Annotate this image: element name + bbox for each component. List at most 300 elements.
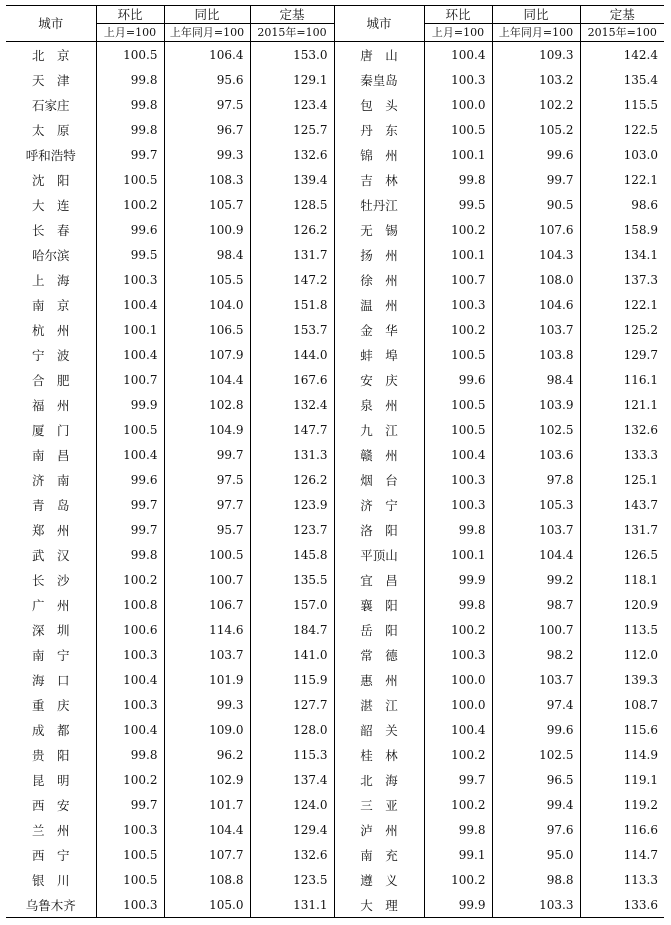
- cell-base-right: 120.9: [580, 592, 664, 617]
- cell-base-right: 112.0: [580, 642, 664, 667]
- cell-city-right: 泉 州: [334, 392, 424, 417]
- cell-yoy-left: 107.7: [164, 842, 250, 867]
- cell-mom-left: 100.5: [96, 867, 164, 892]
- table-row: [6, 492, 664, 517]
- cell-base-right: 98.6: [580, 192, 664, 217]
- table-row: [6, 142, 664, 167]
- cell-mom-right: 99.7: [424, 767, 492, 792]
- cell-base-left: 115.9: [250, 667, 334, 692]
- cell-mom-left: 99.8: [96, 67, 164, 92]
- cell-city-left: 兰 州: [31, 822, 70, 838]
- cell-yoy-left: 97.5: [164, 467, 250, 492]
- cell-city-right: 济 宁: [334, 492, 424, 517]
- cell-base-left: 123.4: [250, 92, 334, 117]
- table-row: [6, 67, 664, 92]
- cell-base-left: 126.2: [250, 467, 334, 492]
- cell-base-right: 119.1: [580, 767, 664, 792]
- table-body: [6, 42, 664, 918]
- cell-mom-right: 100.0: [424, 692, 492, 717]
- cell-yoy-right: 97.8: [492, 467, 580, 492]
- cell-mom-right: 100.7: [424, 267, 492, 292]
- cell-mom-right: 99.8: [424, 592, 492, 617]
- cell-yoy-left: 100.7: [164, 567, 250, 592]
- cell-city-left: 西 宁: [31, 847, 70, 863]
- cell-base-right: 103.0: [580, 142, 664, 167]
- cell-city-right: 洛 阳: [334, 517, 424, 542]
- cell-yoy-left: 104.4: [164, 817, 250, 842]
- cell-yoy-right: 98.8: [492, 867, 580, 892]
- table-row: [6, 892, 664, 918]
- cell-yoy-left: 104.0: [164, 292, 250, 317]
- cell-mom-left: 100.3: [96, 692, 164, 717]
- cell-base-left: 184.7: [250, 617, 334, 642]
- table-row: [6, 792, 664, 817]
- cell-base-left: 132.6: [250, 842, 334, 867]
- price-index-table: [6, 5, 664, 918]
- cell-yoy-left: 108.8: [164, 867, 250, 892]
- cell-mom-left: 99.7: [96, 492, 164, 517]
- cell-yoy-right: 103.3: [492, 892, 580, 918]
- cell-city-left: 广 州: [31, 597, 70, 613]
- cell-mom-left: 99.8: [96, 542, 164, 567]
- table-row: [6, 442, 664, 467]
- cell-city-right: 桂 林: [334, 742, 424, 767]
- table-row: [6, 592, 664, 617]
- cell-city-left: 重 庆: [31, 697, 70, 713]
- cell-city-left: 上 海: [31, 272, 70, 288]
- cell-city-right: 牡丹江: [334, 192, 424, 217]
- cell-mom-right: 100.3: [424, 467, 492, 492]
- table-row: [6, 767, 664, 792]
- cell-yoy-right: 100.7: [492, 617, 580, 642]
- cell-city-left: 北 京: [31, 47, 70, 63]
- cell-city-right: 锦 州: [334, 142, 424, 167]
- table-row: [6, 567, 664, 592]
- cell-city-right: 韶 关: [334, 717, 424, 742]
- cell-yoy-right: 104.4: [492, 542, 580, 567]
- cell-mom-right: 100.2: [424, 617, 492, 642]
- cell-base-left: 139.4: [250, 167, 334, 192]
- cell-yoy-right: 98.2: [492, 642, 580, 667]
- cell-base-right: 118.1: [580, 567, 664, 592]
- cell-base-left: 128.5: [250, 192, 334, 217]
- cell-city-right: 岳 阳: [334, 617, 424, 642]
- cell-city-left: 贵 阳: [31, 747, 70, 763]
- cell-mom-right: 100.3: [424, 642, 492, 667]
- cell-city-left: 郑 州: [31, 522, 70, 538]
- subheader-mom-left: 上月=100: [96, 24, 164, 42]
- cell-city-right: 丹 东: [334, 117, 424, 142]
- cell-mom-right: 99.9: [424, 892, 492, 918]
- cell-base-left: 137.4: [250, 767, 334, 792]
- cell-yoy-left: 100.5: [164, 542, 250, 567]
- cell-base-left: 125.7: [250, 117, 334, 142]
- cell-city-left: 合 肥: [31, 372, 70, 388]
- cell-city-right: 蚌 埠: [334, 342, 424, 367]
- cell-base-left: 132.4: [250, 392, 334, 417]
- cell-yoy-right: 103.9: [492, 392, 580, 417]
- cell-base-right: 131.7: [580, 517, 664, 542]
- cell-city-left: 南 京: [31, 297, 70, 313]
- cell-base-right: 133.6: [580, 892, 664, 918]
- cell-city-left: 呼和浩特: [25, 147, 76, 163]
- cell-city-right: 唐 山: [334, 42, 424, 68]
- header-base-right: 定基: [580, 6, 664, 24]
- cell-mom-right: 100.3: [424, 292, 492, 317]
- cell-yoy-right: 97.4: [492, 692, 580, 717]
- cell-city-left: 南 昌: [31, 447, 70, 463]
- cell-city-left: 福 州: [31, 397, 70, 413]
- cell-yoy-right: 99.2: [492, 567, 580, 592]
- cell-yoy-left: 108.3: [164, 167, 250, 192]
- cell-city-right: 常 德: [334, 642, 424, 667]
- table-row: [6, 292, 664, 317]
- cell-yoy-left: 99.3: [164, 142, 250, 167]
- cell-city-right: 徐 州: [334, 267, 424, 292]
- table-row: [6, 267, 664, 292]
- cell-yoy-right: 103.7: [492, 317, 580, 342]
- cell-base-right: 122.1: [580, 292, 664, 317]
- cell-yoy-right: 99.6: [492, 717, 580, 742]
- cell-mom-left: 100.3: [96, 642, 164, 667]
- table-row: [6, 217, 664, 242]
- cell-mom-left: 99.7: [96, 792, 164, 817]
- cell-mom-left: 99.8: [96, 117, 164, 142]
- cell-base-right: 129.7: [580, 342, 664, 367]
- cell-city-right: 惠 州: [334, 667, 424, 692]
- table-row: [6, 542, 664, 567]
- cell-yoy-right: 103.8: [492, 342, 580, 367]
- cell-mom-left: 100.4: [96, 342, 164, 367]
- cell-yoy-right: 107.6: [492, 217, 580, 242]
- cell-mom-right: 100.4: [424, 442, 492, 467]
- cell-city-left: 青 岛: [31, 497, 70, 513]
- cell-city-left: 长 春: [31, 222, 70, 238]
- cell-city-right: 遵 义: [334, 867, 424, 892]
- table-row: [6, 117, 664, 142]
- cell-mom-right: 100.2: [424, 217, 492, 242]
- cell-mom-left: 99.6: [96, 217, 164, 242]
- cell-mom-left: 100.3: [96, 892, 164, 918]
- cell-city-right: 平顶山: [334, 542, 424, 567]
- cell-base-left: 157.0: [250, 592, 334, 617]
- cell-mom-right: 100.5: [424, 392, 492, 417]
- cell-base-right: 142.4: [580, 42, 664, 68]
- cell-base-right: 114.7: [580, 842, 664, 867]
- header-row: [6, 6, 664, 24]
- cell-city-left: 宁 波: [31, 347, 70, 363]
- cell-yoy-right: 95.0: [492, 842, 580, 867]
- cell-yoy-right: 103.6: [492, 442, 580, 467]
- cell-city-right: 温 州: [334, 292, 424, 317]
- table-row: [6, 467, 664, 492]
- cell-mom-right: 100.3: [424, 67, 492, 92]
- cell-yoy-right: 104.3: [492, 242, 580, 267]
- cell-city-right: 吉 林: [334, 167, 424, 192]
- cell-base-left: 128.0: [250, 717, 334, 742]
- cell-base-right: 139.3: [580, 667, 664, 692]
- cell-base-left: 147.7: [250, 417, 334, 442]
- cell-city-left: 石家庄: [31, 97, 70, 113]
- cell-city-left: 济 南: [31, 472, 70, 488]
- cell-base-right: 126.5: [580, 542, 664, 567]
- cell-mom-right: 100.2: [424, 742, 492, 767]
- cell-yoy-right: 109.3: [492, 42, 580, 68]
- subheader-base-right: 2015年=100: [580, 24, 664, 42]
- cell-mom-right: 100.5: [424, 417, 492, 442]
- cell-yoy-left: 96.2: [164, 742, 250, 767]
- cell-yoy-left: 95.6: [164, 67, 250, 92]
- cell-city-right: 烟 台: [334, 467, 424, 492]
- cell-yoy-right: 104.6: [492, 292, 580, 317]
- cell-mom-right: 99.1: [424, 842, 492, 867]
- cell-yoy-left: 95.7: [164, 517, 250, 542]
- cell-yoy-left: 99.3: [164, 692, 250, 717]
- header-yoy-left: 同比: [164, 6, 250, 24]
- cell-mom-right: 100.3: [424, 492, 492, 517]
- cell-mom-right: 100.2: [424, 317, 492, 342]
- cell-mom-left: 100.8: [96, 592, 164, 617]
- cell-mom-left: 100.2: [96, 192, 164, 217]
- cell-yoy-left: 102.8: [164, 392, 250, 417]
- cell-base-right: 121.1: [580, 392, 664, 417]
- header-base-left: 定基: [250, 6, 334, 24]
- header-city-right: 城市: [334, 6, 424, 42]
- cell-base-right: 122.5: [580, 117, 664, 142]
- cell-base-left: 141.0: [250, 642, 334, 667]
- cell-yoy-right: 105.3: [492, 492, 580, 517]
- cell-base-right: 115.5: [580, 92, 664, 117]
- cell-yoy-right: 103.2: [492, 67, 580, 92]
- table-row: [6, 417, 664, 442]
- subheader-yoy-right: 上年同月=100: [492, 24, 580, 42]
- cell-base-right: 113.5: [580, 617, 664, 642]
- cell-city-left: 天 津: [31, 72, 70, 88]
- cell-yoy-left: 104.4: [164, 367, 250, 392]
- table-row: [6, 342, 664, 367]
- cell-yoy-right: 105.2: [492, 117, 580, 142]
- cell-yoy-right: 102.2: [492, 92, 580, 117]
- header-yoy-right: 同比: [492, 6, 580, 24]
- cell-city-left: 大 连: [31, 197, 70, 213]
- cell-mom-right: 99.8: [424, 817, 492, 842]
- cell-base-right: 158.9: [580, 217, 664, 242]
- table-row: [6, 867, 664, 892]
- cell-base-left: 127.7: [250, 692, 334, 717]
- cell-mom-right: 100.0: [424, 667, 492, 692]
- cell-city-left: 厦 门: [31, 422, 70, 438]
- cell-base-left: 123.5: [250, 867, 334, 892]
- cell-base-right: 132.6: [580, 417, 664, 442]
- cell-mom-right: 100.2: [424, 792, 492, 817]
- cell-yoy-right: 98.7: [492, 592, 580, 617]
- cell-yoy-left: 96.7: [164, 117, 250, 142]
- cell-mom-left: 100.6: [96, 617, 164, 642]
- price-index-table-container: [6, 5, 664, 918]
- cell-base-right: 115.6: [580, 717, 664, 742]
- cell-yoy-left: 102.9: [164, 767, 250, 792]
- cell-mom-right: 100.2: [424, 867, 492, 892]
- cell-city-left: 沈 阳: [31, 172, 70, 188]
- cell-base-left: 167.6: [250, 367, 334, 392]
- cell-city-left: 太 原: [31, 122, 70, 138]
- cell-mom-right: 100.4: [424, 42, 492, 68]
- cell-yoy-right: 96.5: [492, 767, 580, 792]
- cell-base-left: 126.2: [250, 217, 334, 242]
- cell-base-left: 129.1: [250, 67, 334, 92]
- cell-city-left: 海 口: [31, 672, 70, 688]
- cell-city-left: 哈尔滨: [31, 247, 70, 263]
- cell-city-right: 襄 阳: [334, 592, 424, 617]
- cell-yoy-left: 97.7: [164, 492, 250, 517]
- cell-city-left: 杭 州: [31, 322, 70, 338]
- cell-yoy-left: 105.0: [164, 892, 250, 918]
- cell-mom-left: 100.3: [96, 817, 164, 842]
- cell-mom-right: 99.6: [424, 367, 492, 392]
- cell-mom-left: 99.8: [96, 742, 164, 767]
- cell-base-left: 131.1: [250, 892, 334, 918]
- cell-base-right: 125.1: [580, 467, 664, 492]
- table-row: [6, 367, 664, 392]
- subheader-mom-right: 上月=100: [424, 24, 492, 42]
- cell-yoy-left: 99.7: [164, 442, 250, 467]
- cell-mom-left: 100.4: [96, 717, 164, 742]
- cell-yoy-right: 97.6: [492, 817, 580, 842]
- cell-yoy-right: 103.7: [492, 667, 580, 692]
- cell-base-left: 145.8: [250, 542, 334, 567]
- cell-mom-left: 100.2: [96, 567, 164, 592]
- cell-mom-right: 100.1: [424, 142, 492, 167]
- cell-yoy-right: 102.5: [492, 417, 580, 442]
- cell-mom-right: 100.5: [424, 117, 492, 142]
- cell-yoy-left: 106.4: [164, 42, 250, 68]
- cell-city-left: 昆 明: [31, 772, 70, 788]
- cell-base-right: 143.7: [580, 492, 664, 517]
- table-row: [6, 617, 664, 642]
- cell-city-left: 深 圳: [31, 622, 70, 638]
- table-row: [6, 392, 664, 417]
- cell-mom-left: 99.5: [96, 242, 164, 267]
- table-row: [6, 842, 664, 867]
- cell-mom-left: 100.3: [96, 267, 164, 292]
- cell-base-right: 137.3: [580, 267, 664, 292]
- cell-city-left: 西 安: [31, 797, 70, 813]
- cell-yoy-right: 99.6: [492, 142, 580, 167]
- cell-yoy-right: 99.4: [492, 792, 580, 817]
- cell-mom-right: 99.5: [424, 192, 492, 217]
- cell-city-right: 南 充: [334, 842, 424, 867]
- header-mom-right: 环比: [424, 6, 492, 24]
- cell-city-right: 北 海: [334, 767, 424, 792]
- cell-base-left: 115.3: [250, 742, 334, 767]
- cell-base-right: 125.2: [580, 317, 664, 342]
- cell-yoy-right: 98.4: [492, 367, 580, 392]
- cell-base-left: 132.6: [250, 142, 334, 167]
- subheader-base-left: 2015年=100: [250, 24, 334, 42]
- cell-base-right: 135.4: [580, 67, 664, 92]
- cell-base-left: 131.3: [250, 442, 334, 467]
- cell-mom-right: 100.4: [424, 717, 492, 742]
- cell-yoy-left: 107.9: [164, 342, 250, 367]
- cell-base-right: 122.1: [580, 167, 664, 192]
- cell-yoy-left: 98.4: [164, 242, 250, 267]
- cell-base-left: 123.7: [250, 517, 334, 542]
- cell-mom-left: 99.9: [96, 392, 164, 417]
- cell-yoy-left: 106.5: [164, 317, 250, 342]
- cell-mom-left: 100.7: [96, 367, 164, 392]
- header-mom-left: 环比: [96, 6, 164, 24]
- cell-city-right: 包 头: [334, 92, 424, 117]
- cell-mom-left: 100.5: [96, 167, 164, 192]
- cell-mom-left: 99.7: [96, 517, 164, 542]
- cell-yoy-left: 100.9: [164, 217, 250, 242]
- cell-yoy-right: 90.5: [492, 192, 580, 217]
- table-row: [6, 92, 664, 117]
- cell-city-left: 武 汉: [31, 547, 70, 563]
- table-row: [6, 642, 664, 667]
- cell-city-left: 成 都: [31, 722, 70, 738]
- table-row: [6, 167, 664, 192]
- cell-yoy-right: 103.7: [492, 517, 580, 542]
- cell-mom-left: 99.6: [96, 467, 164, 492]
- cell-yoy-left: 101.7: [164, 792, 250, 817]
- cell-yoy-left: 105.5: [164, 267, 250, 292]
- cell-base-left: 144.0: [250, 342, 334, 367]
- cell-base-left: 135.5: [250, 567, 334, 592]
- table-row: [6, 242, 664, 267]
- cell-mom-left: 100.5: [96, 842, 164, 867]
- table-row: [6, 817, 664, 842]
- cell-yoy-left: 97.5: [164, 92, 250, 117]
- cell-base-left: 153.0: [250, 42, 334, 68]
- cell-base-right: 116.6: [580, 817, 664, 842]
- cell-mom-left: 100.4: [96, 442, 164, 467]
- cell-city-left: 乌鲁木齐: [6, 892, 96, 918]
- cell-city-right: 安 庆: [334, 367, 424, 392]
- cell-yoy-left: 114.6: [164, 617, 250, 642]
- cell-mom-left: 100.1: [96, 317, 164, 342]
- cell-city-right: 三 亚: [334, 792, 424, 817]
- cell-mom-right: 100.0: [424, 92, 492, 117]
- cell-mom-right: 99.8: [424, 167, 492, 192]
- cell-mom-right: 99.8: [424, 517, 492, 542]
- cell-city-left: 长 沙: [31, 572, 70, 588]
- cell-base-left: 124.0: [250, 792, 334, 817]
- cell-city-right: 九 江: [334, 417, 424, 442]
- cell-yoy-left: 104.9: [164, 417, 250, 442]
- table-row: [6, 192, 664, 217]
- cell-mom-left: 100.4: [96, 667, 164, 692]
- cell-yoy-left: 103.7: [164, 642, 250, 667]
- table-row: [6, 667, 664, 692]
- cell-base-left: 123.9: [250, 492, 334, 517]
- cell-base-left: 153.7: [250, 317, 334, 342]
- cell-city-left: 南 宁: [31, 647, 70, 663]
- cell-mom-right: 100.1: [424, 242, 492, 267]
- cell-city-right: 无 锡: [334, 217, 424, 242]
- cell-mom-left: 99.7: [96, 142, 164, 167]
- cell-city-right: 秦皇岛: [334, 67, 424, 92]
- cell-city-right: 扬 州: [334, 242, 424, 267]
- cell-city-right: 湛 江: [334, 692, 424, 717]
- table-row: [6, 692, 664, 717]
- cell-mom-right: 99.9: [424, 567, 492, 592]
- subheader-yoy-left: 上年同月=100: [164, 24, 250, 42]
- cell-base-right: 113.3: [580, 867, 664, 892]
- cell-mom-left: 100.2: [96, 767, 164, 792]
- cell-yoy-right: 102.5: [492, 742, 580, 767]
- cell-city-right: 金 华: [334, 317, 424, 342]
